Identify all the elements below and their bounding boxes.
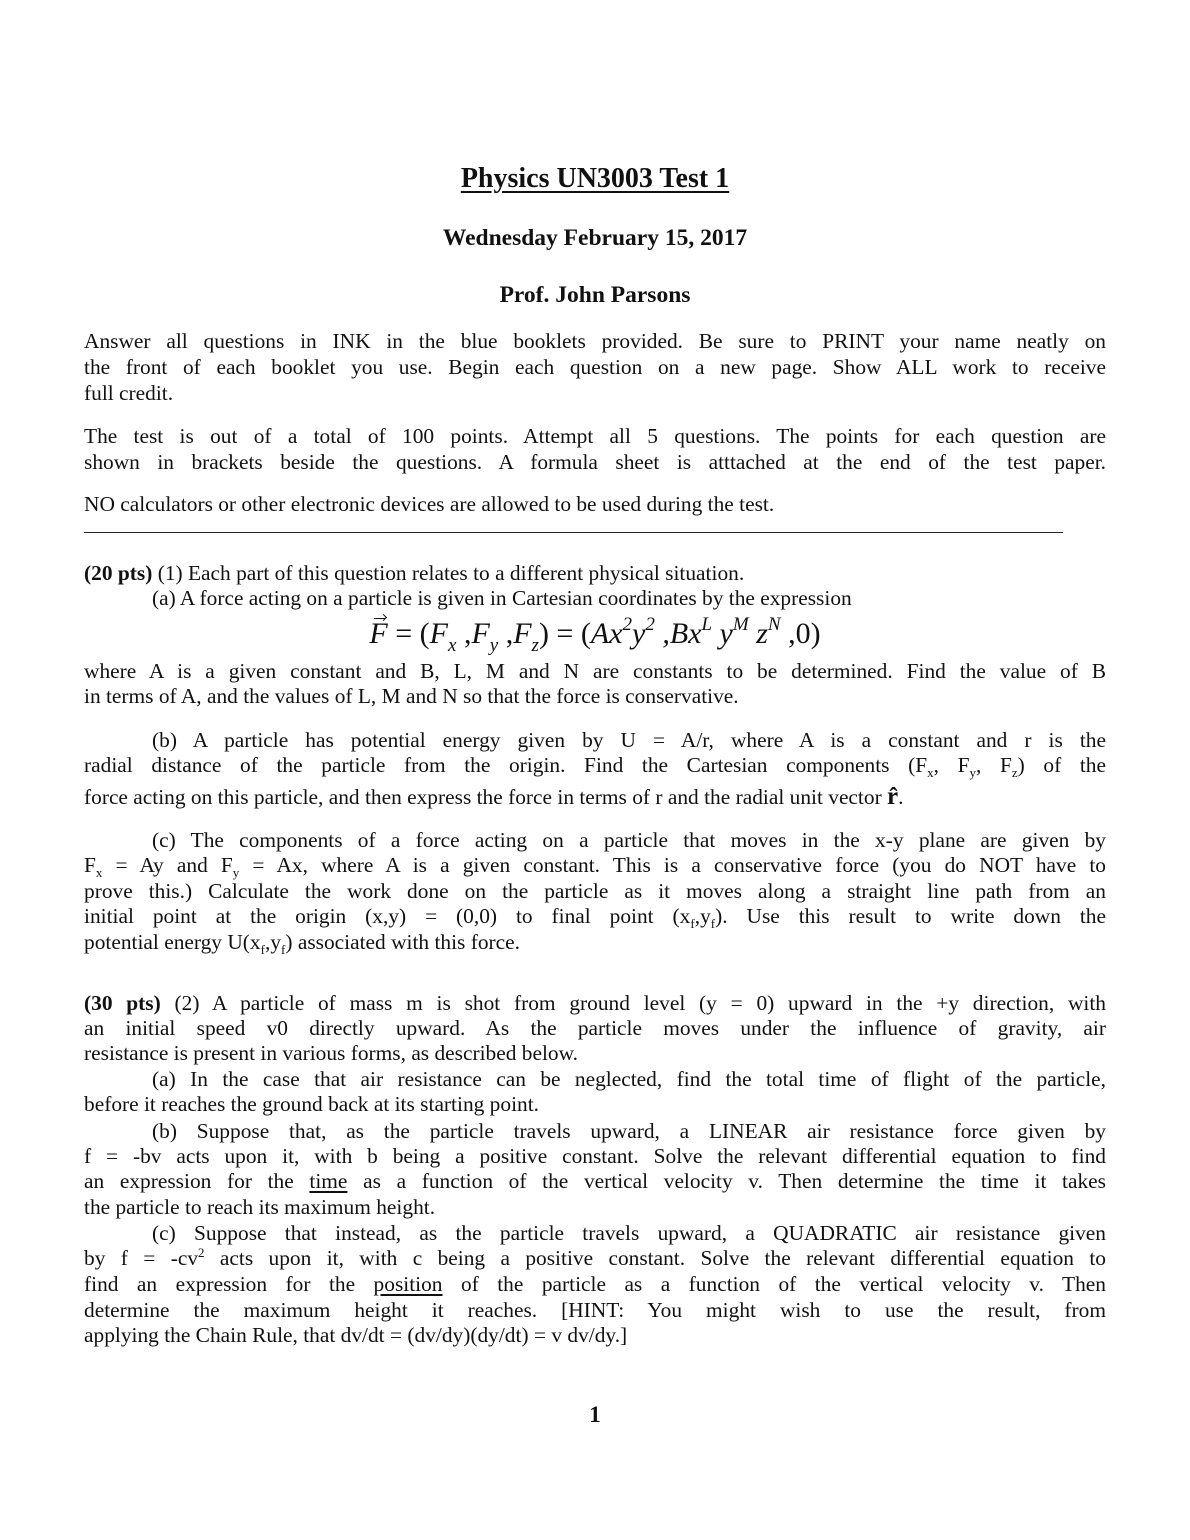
question-2c-line: applying the Chain Rule, that dv/dt = (dv/dy)(dy/dt) = v dv/dy.] [84,1323,628,1347]
question-1a-line: in terms of A, and the values of L, M and N so that the force is conservative. [84,684,739,708]
question-2c-line: determine the maximum height it reaches. [HINT: You might wish to use the result, from [84,1298,1106,1322]
instructions-line: the front of each booklet you use. Begin each question on a new page. Show ALL work to receive [84,355,1106,379]
question-1-intro: (20 pts) (1) Each part of this question relates to a different physical situation. [84,561,745,585]
instructions-line: Answer all questions in INK in the blue booklets provided. Be sure to PRINT your name neatly on [84,329,1106,353]
force-equation: $F = (F_x$ $,F_y$ $,F_z) = (Ax^2y^2$ $,Bx^L$ $y^M$ $z^N$ ,0) [369,614,821,656]
instructions-line: full credit. [84,381,174,405]
question-1b-line: (b) A particle has potential energy given by U = A/r, where A is a constant and r is the [152,728,1106,752]
instructions-line: shown in brackets beside the questions. A formula sheet is atttached at the end of the test paper. [84,450,1106,474]
question-1c-line: initial point at the origin (x,y) = (0,0) to final point $(x_f,y_f)$. Use this result to write down the [84,904,1106,931]
question-2c-line: find an expression for the position of the particle as a function of the vertical velocity v. Then [84,1272,1106,1296]
question-1b-line: radial distance of the particle from the origin. Find the Cartesian components ($F_x$, $F_y$, $F_z$) of the [84,753,1106,780]
question-1c-line: $F_x = Ay$ and $F_y = Ax$, where A is a given constant. This is a conservative force (you do NOT have to [84,853,1106,880]
divider [84,532,1063,533]
instructions-line: The test is out of a total of 100 points. Attempt all 5 questions. The points for each question are [84,424,1106,448]
question-2-line: resistance is present in various forms, as described below. [84,1041,579,1065]
page-number: 1 [589,1402,601,1427]
question-2a-line: (a) In the case that air resistance can be neglected, find the total time of flight of the particle, [152,1067,1106,1091]
question-1c-line: (c) The components of a force acting on a particle that moves in the x-y plane are given by [152,828,1106,852]
question-2c-line: (c) Suppose that instead, as the particle travels upward, a QUADRATIC air resistance given [152,1221,1106,1245]
question-2b-line: (b) Suppose that, as the particle travels upward, a LINEAR air resistance force given by [152,1119,1106,1143]
exam-date: Wednesday February 15, 2017 [442,225,748,251]
question-1a-line: where A is a given constant and B, L, M and N are constants to be determined. Find the value of B [84,659,1106,683]
question-1b-line: force acting on this particle, and then express the force in terms of r and the radial unit vector r̂. [84,783,904,810]
question-2-line: an initial speed v0 directly upward. As the particle moves under the influence of gravity, air [84,1016,1106,1040]
question-1c-line: potential energy $U(x_f,y_f)$ associated with this force. [84,930,520,957]
radial-unit-vector: r̂ [887,783,899,810]
question-2b-line: an expression for the time as a function of the vertical velocity v. Then determine the time it takes [84,1169,1107,1193]
points-label: (20 pts) [84,561,153,585]
instructions-line: NO calculators or other electronic devices are allowed to be used during the test. [84,492,775,516]
question-2-intro: (30 pts) (2) A particle of mass m is shot from ground level (y = 0) upward in the +y direction, with [84,991,1106,1015]
professor-name: Prof. John Parsons [499,282,691,308]
question-1a-line: (a) A force acting on a particle is given in Cartesian coordinates by the expression [152,586,852,610]
page-title: Physics UN3003 Test 1 [460,163,730,194]
question-2a-line: before it reaches the ground back at its starting point. [84,1092,540,1116]
question-2b-line: the particle to reach its maximum height. [84,1195,436,1219]
question-2b-line: f = -bv acts upon it, with b being a positive constant. Solve the relevant differential equation to find [84,1144,1106,1168]
points-label: (30 pts) [84,991,161,1015]
question-2c-line: by $f = -cv^2$ acts upon it, with c being a positive constant. Solve the relevant differential equation to [84,1245,1107,1270]
question-1c-line: prove this.) Calculate the work done on the particle as it moves along a straight line path from an [84,879,1106,903]
